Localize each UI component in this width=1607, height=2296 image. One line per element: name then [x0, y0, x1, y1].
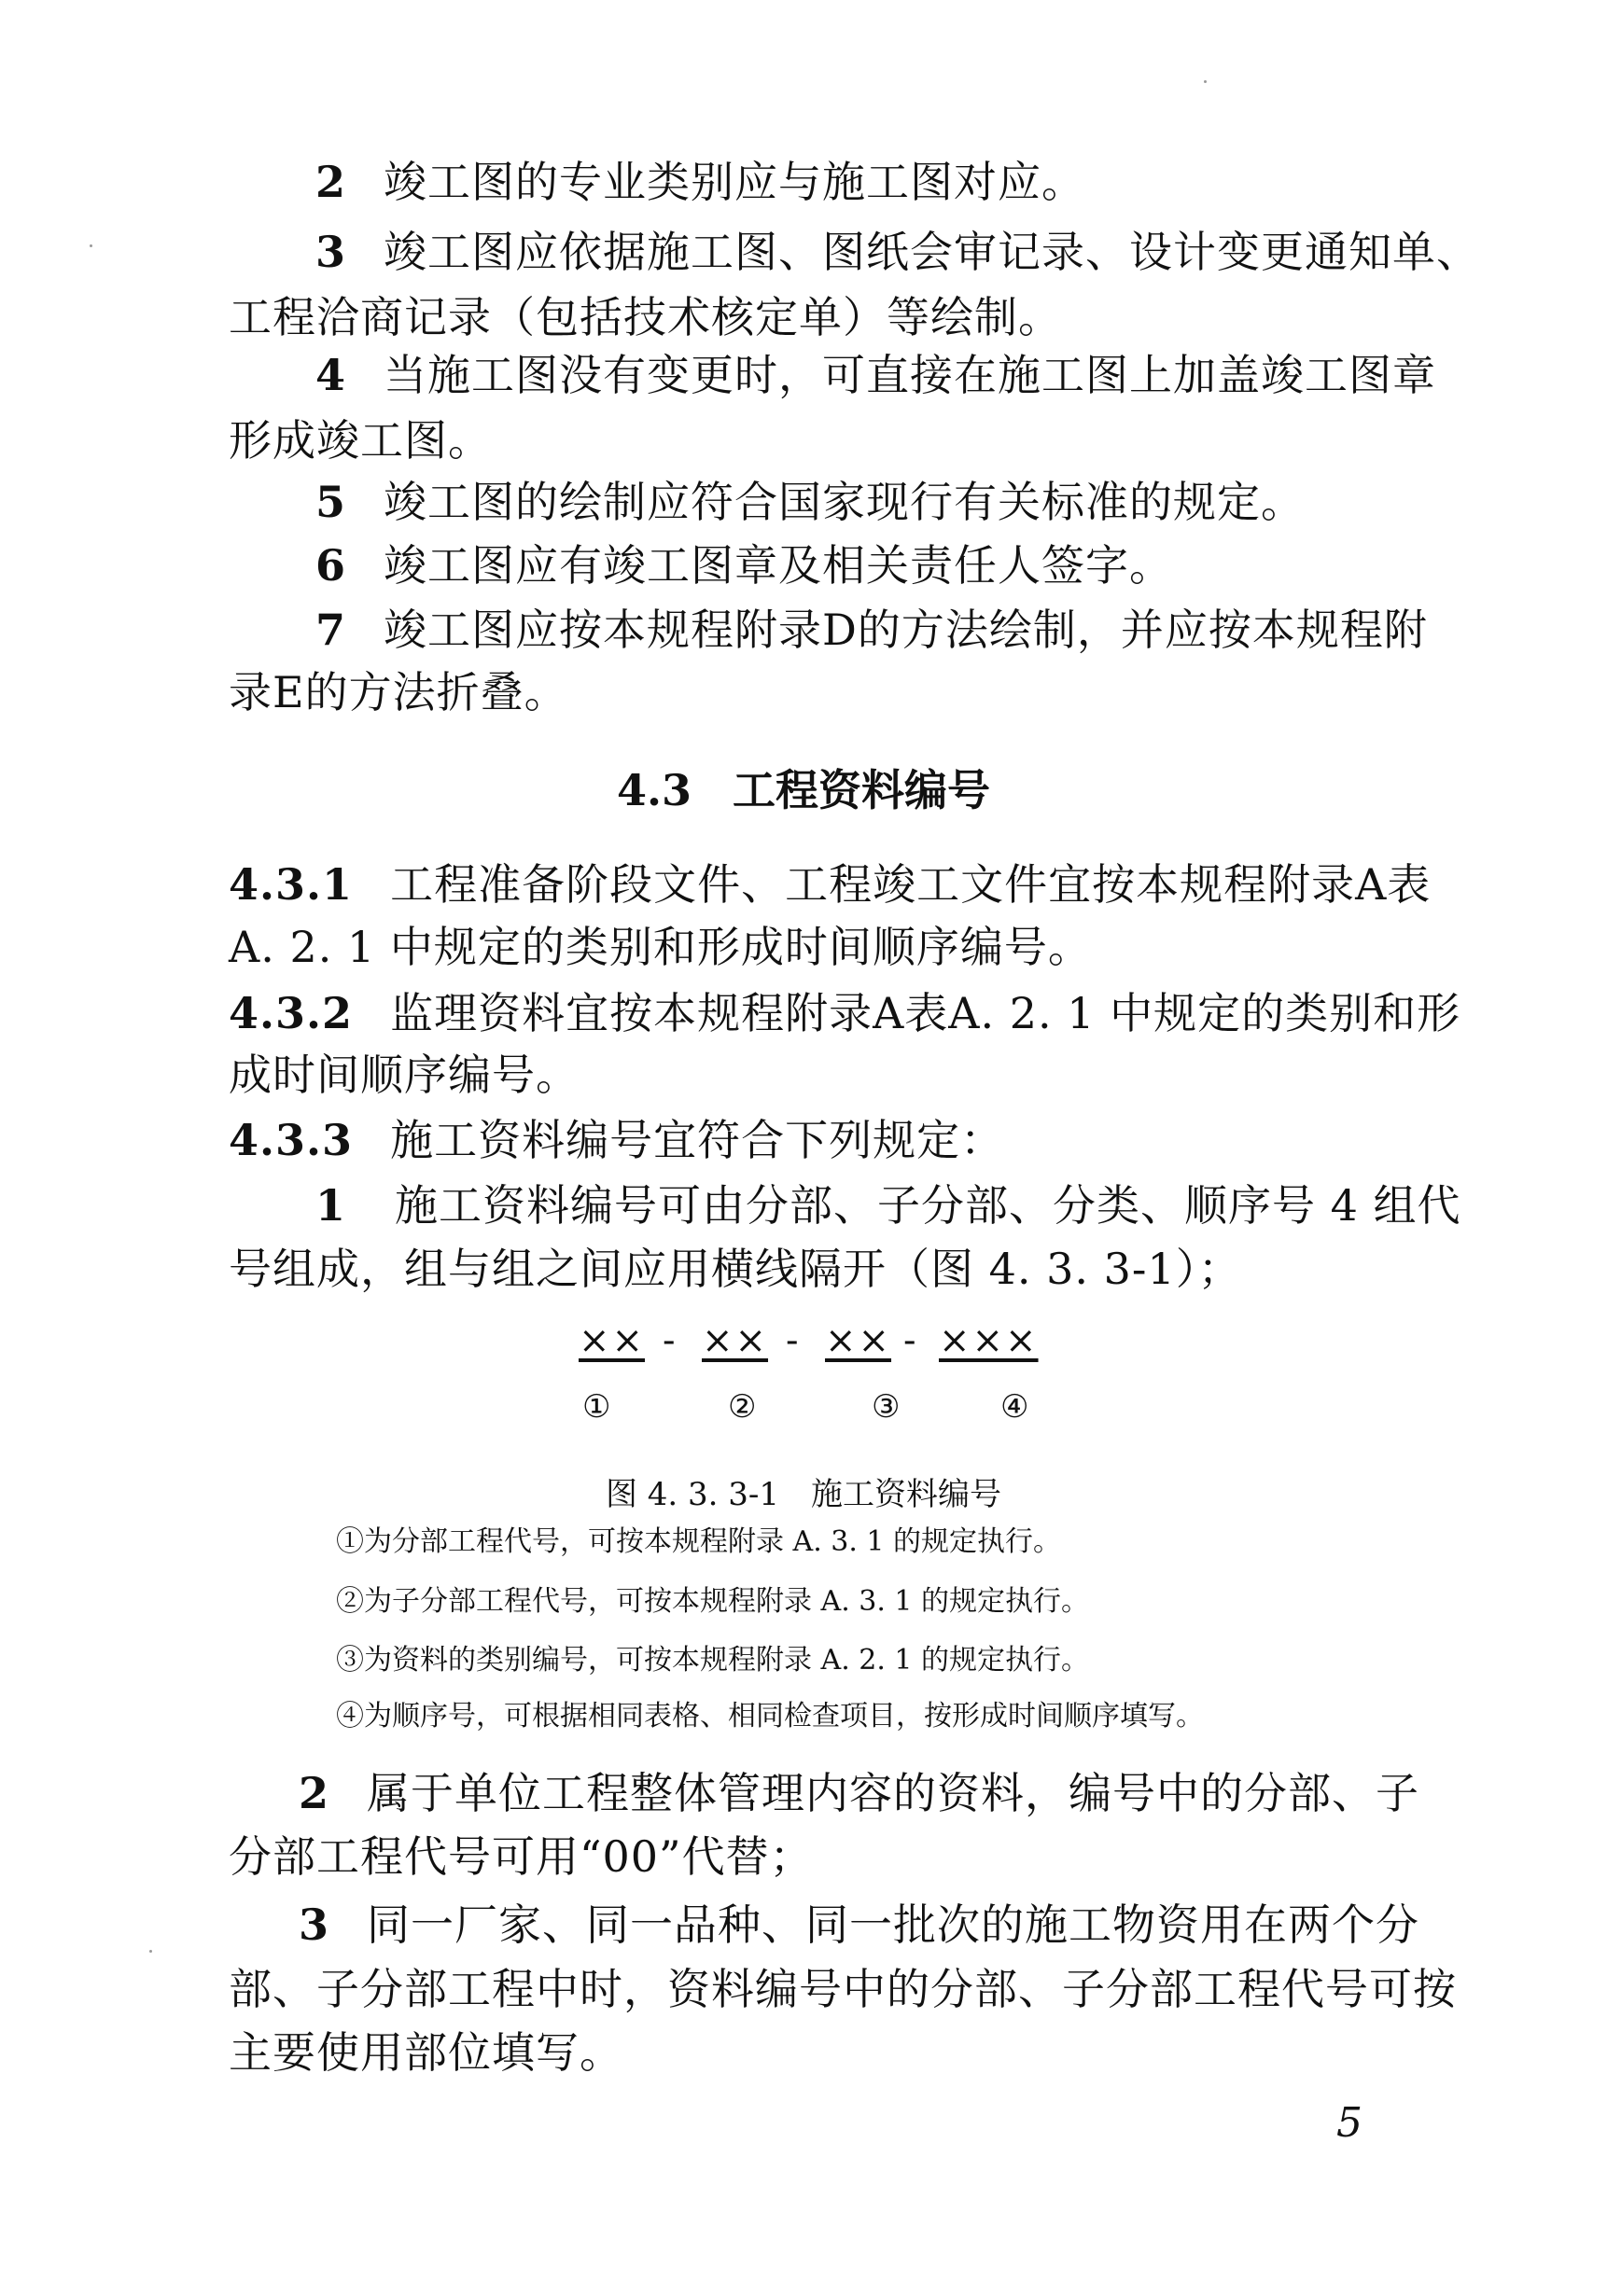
section-heading: [0, 762, 1607, 818]
page-number: 5: [1336, 2099, 1362, 2147]
section-title: 工程资料编号: [733, 765, 991, 815]
item-text: 当施工图没有变更时，可直接在施工图上加盖竣工图章: [384, 350, 1437, 400]
clause: [229, 1112, 1004, 1168]
item-number: 1: [315, 1180, 347, 1231]
clause-continuation: 成时间顺序编号。: [229, 1050, 580, 1100]
figure-note: ④为顺序号，可根据相同表格、相同检查项目，按形成时间顺序填写。: [336, 1700, 1204, 1732]
list-item: [299, 1765, 1419, 1821]
item-number: 3: [315, 227, 347, 277]
clause-number: 4.3.1: [229, 859, 354, 910]
item-continuation: 号组成，组与组之间应用横线隔开（图 4. 3. 3-1）；: [229, 1244, 1242, 1294]
item-number: 3: [299, 1899, 330, 1950]
item-number: 2: [315, 157, 347, 207]
figure-note: ②为子分部工程代号，可按本规程附录 A. 3. 1 的规定执行。: [336, 1585, 1090, 1618]
item-text: 竣工图的绘制应符合国家现行有关标准的规定。: [384, 477, 1306, 527]
item-text: 竣工图应依据施工图、图纸会审记录、设计变更通知单、: [384, 227, 1481, 277]
item-text: 属于单位工程整体管理内容的资料，编号中的分部、子: [367, 1768, 1420, 1818]
item-text: 同一厂家、同一品种、同一批次的施工物资用在两个分: [367, 1899, 1420, 1950]
clause-number: 4.3.3: [229, 1115, 354, 1165]
item-continuation: 分部工程代号可用“00”代替；: [229, 1831, 814, 1882]
scan-speck: [90, 244, 92, 247]
clause: [229, 856, 1431, 912]
list-item: [315, 602, 1428, 658]
code-group: ×××: [939, 1319, 1039, 1362]
clause-continuation: A. 2. 1 中规定的类别和形成时间顺序编号。: [229, 922, 1092, 972]
list-item: [315, 224, 1480, 280]
code-separator: -: [903, 1319, 916, 1362]
list-item: [315, 474, 1305, 530]
code-separator: -: [786, 1319, 799, 1362]
code-group: ××: [579, 1319, 646, 1362]
list-item: [315, 154, 1085, 210]
code-group: ××: [825, 1319, 892, 1362]
figure-caption: 图 4. 3. 3-1 施工资料编号: [605, 1476, 1002, 1513]
marker: ①: [582, 1388, 611, 1426]
item-continuation: 主要使用部位填写。: [229, 2027, 623, 2078]
item-continuation: 工程洽商记录（包括技术核定单）等绘制。: [229, 292, 1062, 342]
item-number: 6: [315, 540, 347, 591]
list-item: [299, 1897, 1419, 1953]
item-number: 7: [315, 605, 347, 655]
item-continuation: 录E的方法折叠。: [229, 667, 568, 717]
clause-text: 施工资料编号宜符合下列规定：: [390, 1115, 1005, 1165]
code-group: ××: [702, 1319, 769, 1362]
item-text: 竣工图应有竣工图章及相关责任人签字。: [384, 540, 1174, 591]
code-separator: -: [663, 1319, 676, 1362]
marker: ②: [728, 1388, 757, 1426]
item-continuation: 部、子分部工程中时，资料编号中的分部、子分部工程代号可按: [229, 1964, 1457, 2014]
clause-number: 4.3.2: [229, 988, 354, 1038]
item-text: 竣工图的专业类别应与施工图对应。: [384, 157, 1086, 207]
item-number: 5: [315, 477, 347, 527]
item-continuation: 形成竣工图。: [229, 415, 492, 466]
section-number: 4.3: [616, 765, 692, 815]
item-text: 施工资料编号可由分部、子分部、分类、顺序号 4 组代: [395, 1180, 1461, 1231]
clause-text: 工程准备阶段文件、工程竣工文件宜按本规程附录A表: [390, 859, 1432, 910]
list-item: [315, 1177, 1461, 1233]
list-item: [315, 347, 1436, 403]
figure-note: ①为分部工程代号，可按本规程附录 A. 3. 1 的规定执行。: [336, 1525, 1062, 1558]
code-row: [0, 1317, 1607, 1364]
figure-note: ③为资料的类别编号，可按本规程附录 A. 2. 1 的规定执行。: [336, 1644, 1090, 1677]
item-number: 2: [299, 1768, 330, 1818]
item-text: 竣工图应按本规程附录D的方法绘制，并应按本规程附: [384, 605, 1428, 655]
scan-speck: [1204, 80, 1207, 83]
item-number: 4: [315, 350, 347, 400]
marker-row: [0, 1384, 1607, 1430]
marker: ③: [872, 1388, 901, 1426]
scan-speck: [149, 1950, 152, 1953]
marker: ④: [1000, 1388, 1029, 1426]
list-item: [315, 537, 1173, 593]
clause-text: 监理资料宜按本规程附录A表A. 2. 1 中规定的类别和形: [390, 988, 1461, 1038]
clause: [229, 985, 1460, 1041]
